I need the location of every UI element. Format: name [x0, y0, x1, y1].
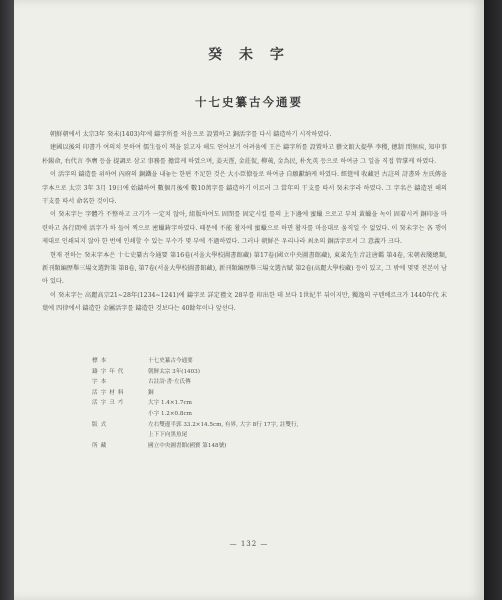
- paragraph: 建國以後의 印書가 여의치 못하여 儒生들이 책을 읽고자 해도 얻어보기 어려움에 王은 鑄字所를 設置하고 藝文館大提學 李稷, 摠制 閔無疾, 知申事 朴錫命, 右代言 李膺 등을 提調로 삼고 事務를 擔當케 하였으며, 姜天霔, 金莊侃, 柳荑, 金為民, 朴允英 등으로 하여금 그 일을 직접 管掌케 하였다.: [42, 144, 447, 165]
- meta-row: [92, 398, 432, 409]
- meta-value: 大字 1.4×1.7cm: [148, 400, 192, 407]
- meta-value: 小字 1.2×0.8cm: [148, 410, 192, 417]
- meta-key: 所藏: [92, 442, 110, 449]
- meta-value: 上下下向黑魚尾: [148, 432, 188, 439]
- meta-value: 古註詩·書·左氏傳: [148, 379, 191, 386]
- meta-row: [92, 367, 432, 378]
- paragraph: 이 癸未字는 高麗高宗21~28年(1234~1241)에 鑄字로 詳定禮文 28부를 印出한 데 보다 1世紀半 뒤이지만, 獨逸의 구텐베르크가 1440年代 末葉에 四律에서 鑄造한 金屬活字를 鑄造한 것보다는 40餘年이나 앞선다.: [42, 291, 447, 313]
- meta-row: [92, 420, 432, 431]
- paragraph: 이 活字의 鑄造를 위하여 內府의 銅鐵을 내놓는 한편 不足한 것은 大小臣僚들로 하여금 自願獻納케 하였다. 經筵에 收藏된 古註의 詩書와 左氏傳을 字本으로 太宗 3年 3月 19日에 始鑄하여 數個月後에 數10萬字를 鑄造하기 이르러 그 當年의 干支를 따서 癸未字라 하였다. 그 字名은 鑄造된 해의 干支를 따서 命名한 것이다.: [42, 171, 447, 206]
- book-page: [14, 0, 484, 600]
- book-gutter-shadow: [0, 0, 14, 600]
- paragraph: 이 癸未字는 字體가 不整하고 크기가 一定치 않아, 組版하여도 固閉를 固定시킬 틀의 上下邊에 蜜蠟 으로고 부쳐 黃蠟을 녹이 固着시켜 銅印을 마련하고 各行間에 活字가 하 들어 찍으로 密蠟鋳字하였다. 때문에 不能 활자에 蜜蠟으로 하면 활자를 마음대로 움직일 수 없었다. 이 癸未字는 各 행이 제대로 인쇄되지 않아 한 번에 인쇄할 수 있는 부수가 몇 부에 不過하였다. 그러나 朝鮮은 우리나라 최초의 銅活字로서 그 意義가 크다.: [42, 211, 447, 246]
- meta-value: 左右雙邊半郭 33.2×14.5cm, 有界, 大字 8行 17字, 註雙行,: [148, 421, 299, 428]
- meta-value: 朝鮮太宗 3年(1403): [148, 368, 200, 375]
- meta-key: 活字材料: [92, 389, 127, 396]
- paragraph: 朝鮮朝에서 太宗3年 癸未(1403)年에 鑄字所를 처음으로 設置하고 銅活字를 다시 鑄造하기 시작하였다.: [50, 131, 332, 138]
- meta-row: [92, 409, 432, 420]
- meta-row: [92, 388, 432, 399]
- meta-key: 活字크기: [92, 400, 126, 407]
- meta-key: 標本: [92, 358, 110, 364]
- meta-key: 字本: [92, 379, 110, 386]
- book-cover-edge: [484, 0, 502, 600]
- meta-row: [92, 377, 432, 388]
- meta-row: [92, 441, 432, 452]
- page-number: — 132 —: [229, 540, 269, 548]
- meta-key: 版式: [92, 421, 110, 428]
- paragraph: 현재 전하는 癸未字本은 十七史纂古今通要 第16卷(서울大學校圖書館藏) 第17卷(國立中央圖書館藏), 東萊先生音註唐鑑 第4卷, 宋朝表牋總類, 新刊類編歷舉三場文選對策 第8卷, 第7卷(서울大學校圖書館藏), 新刊類編歷舉三場文選古賦 第2卷(高麗大學校藏) 등이 있고, 그 밖에 몇몇 전본이 남아 있다.: [42, 251, 447, 286]
- meta-key: [92, 430, 148, 441]
- meta-row: [92, 430, 432, 441]
- body-text: [42, 128, 447, 316]
- meta-key: [92, 409, 148, 420]
- page-title: 癸 未 字: [208, 47, 290, 63]
- meta-value: 銅: [148, 389, 154, 396]
- meta-key: 鑄字年代: [92, 368, 127, 375]
- meta-row: [92, 356, 432, 367]
- meta-value: 十七史纂古今通要: [148, 358, 193, 364]
- specimen-metadata: [92, 356, 432, 451]
- meta-value: 國立中央圖書館(國寶 第148號): [148, 442, 227, 449]
- page-subtitle: 十七史纂古今通要: [195, 95, 303, 109]
